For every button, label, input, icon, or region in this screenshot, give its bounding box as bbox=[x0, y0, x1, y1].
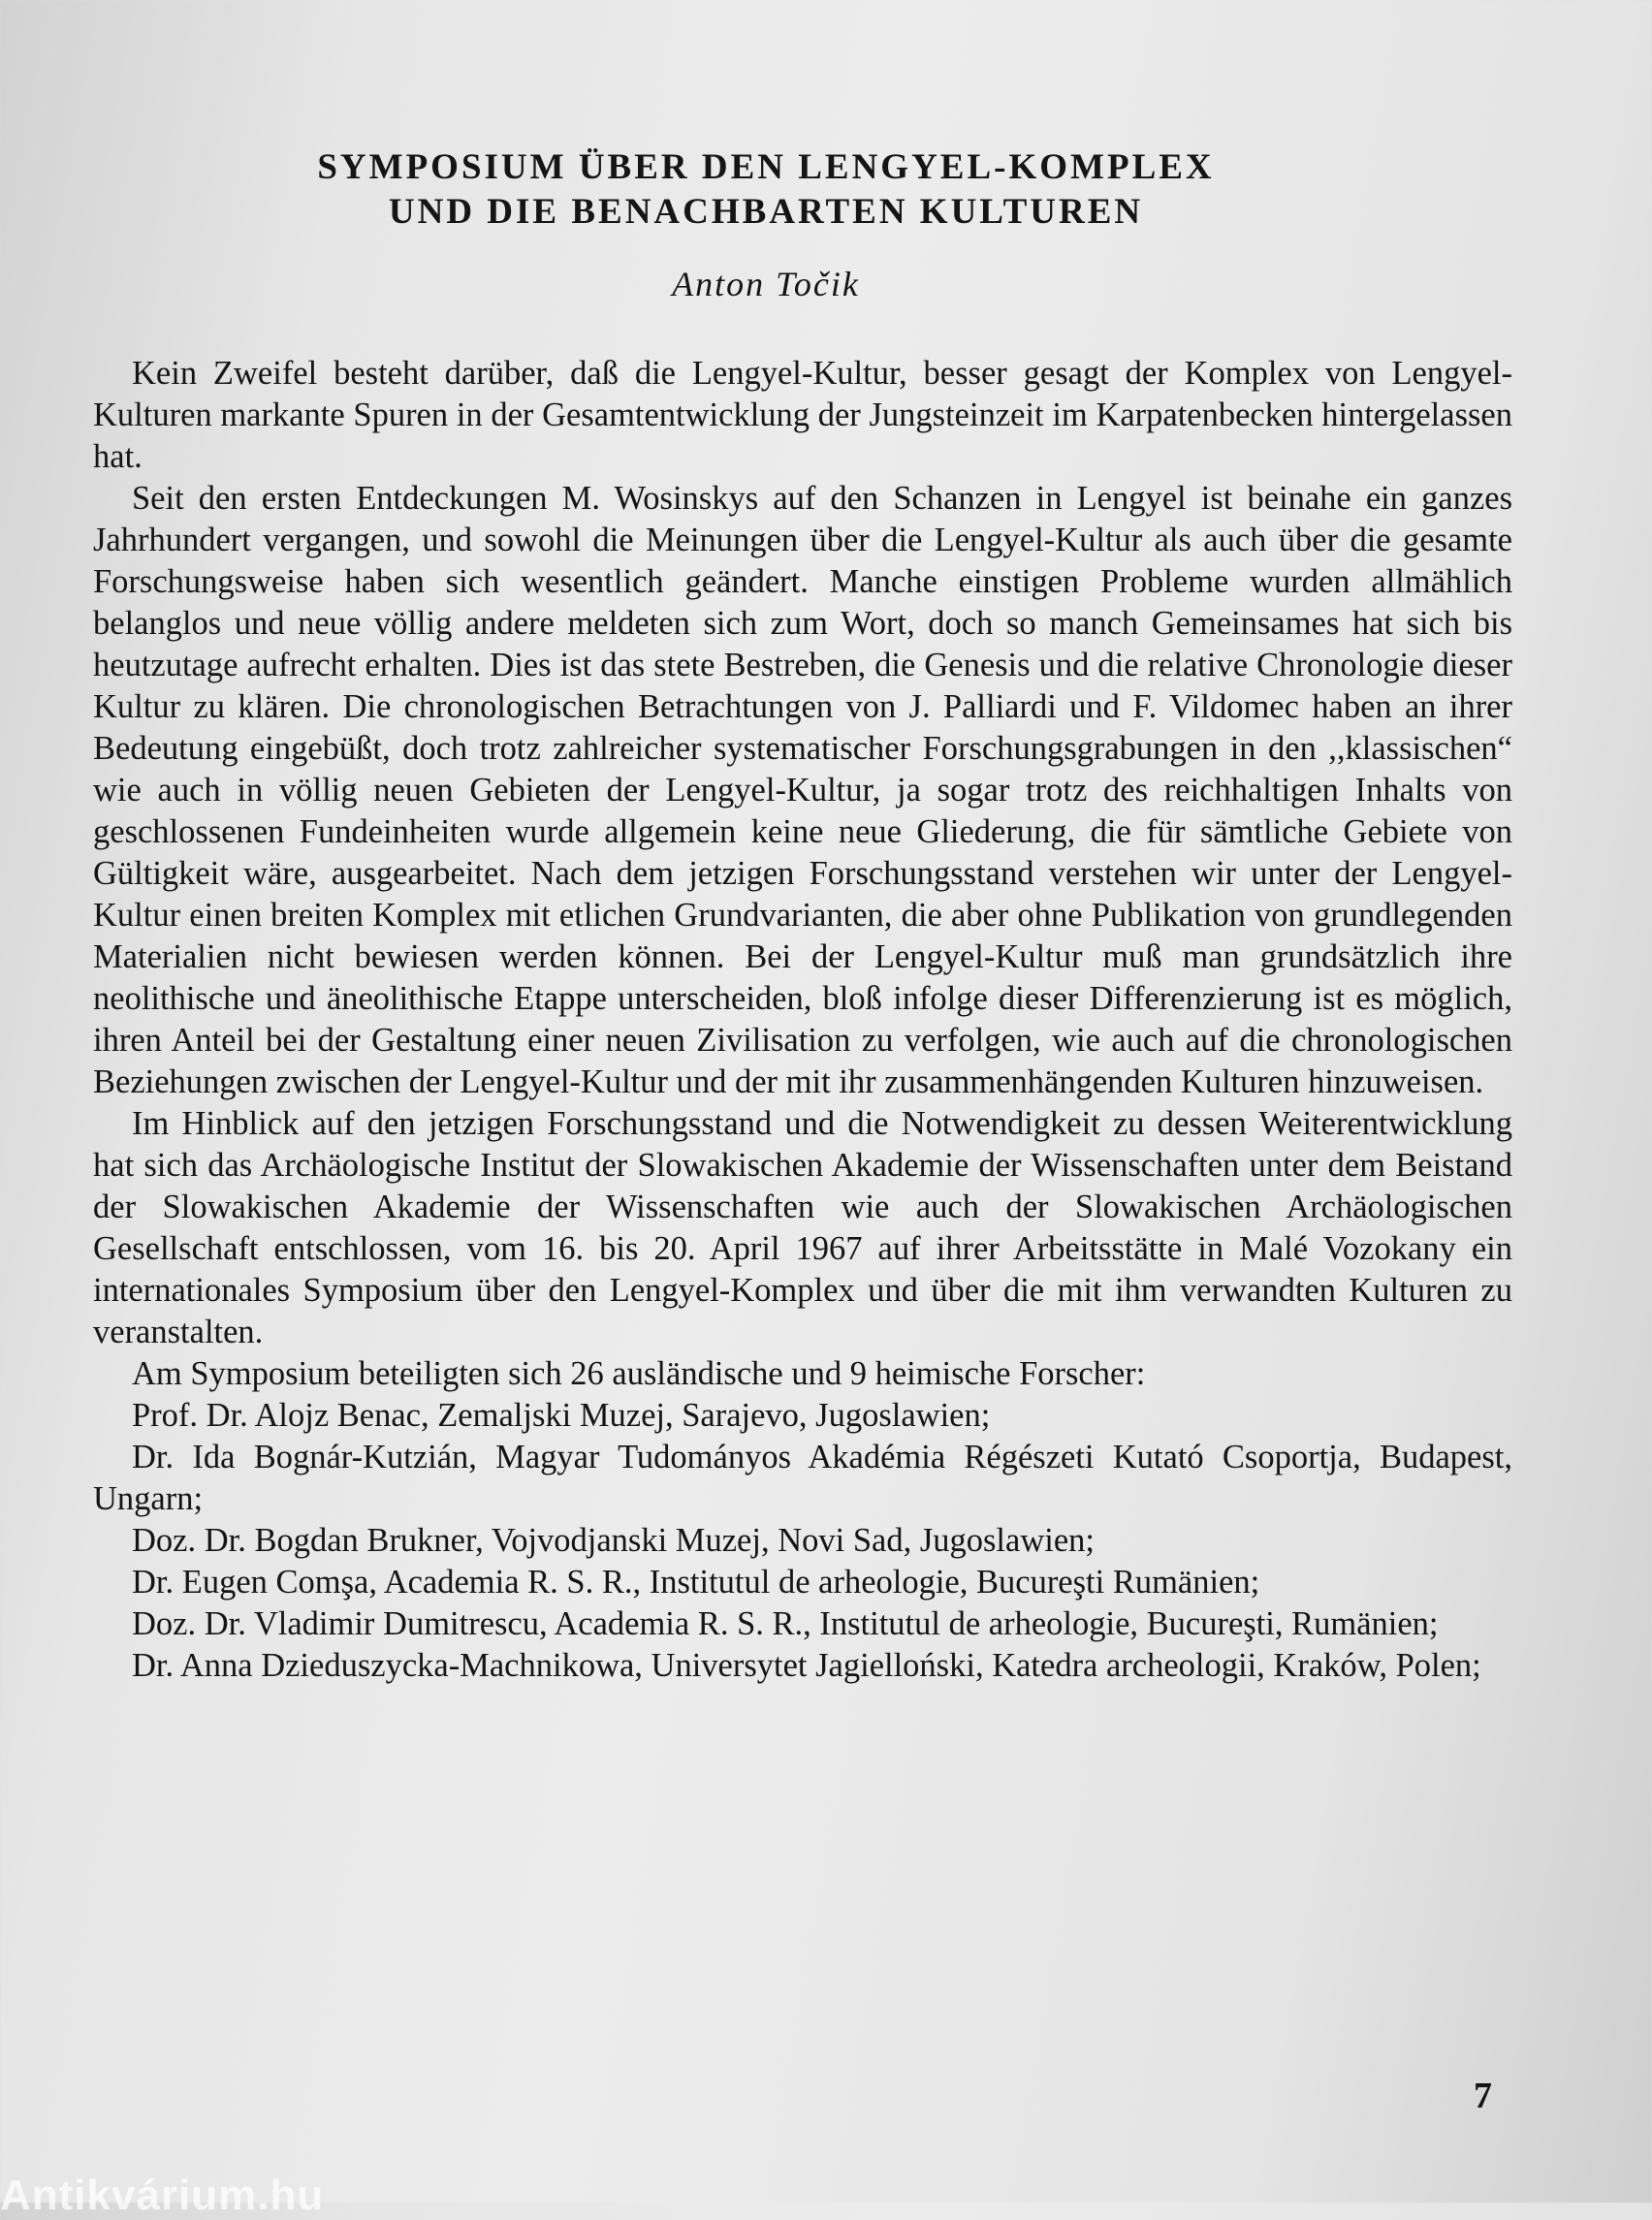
participant-entry: Doz. Dr. Vladimir Dumitrescu, Academia R. S. R., Institutul de arheologie, Bucureşti, Rumänien; bbox=[132, 1605, 1439, 1642]
paragraph-symposium: Im Hinblick auf den jetzigen Forschungsstand und die Notwendigkeit zu dessen Weiterentwicklung hat sich das Archäologische Institut der Slowakischen Akademie der Wissenschaften unter dem Beistand der Slowakischen Akademie der Wissenschaften wie auch der Slowakischen Archäologischen Gesellschaft entschlossen, vom 16. bis 20. April 1967 auf ihrer Arbeitsstätte in Malé Vozokany ein internationales Symposium über den Lengyel-Komplex und über die mit ihm verwandten Kulturen zu veranstalten. bbox=[93, 1105, 1512, 1350]
article-author: Anton Točik bbox=[672, 265, 860, 303]
article-title bbox=[194, 145, 1338, 235]
article-body bbox=[93, 353, 1512, 1687]
participant-entry: Prof. Dr. Alojz Benac, Zemaljski Muzej, Sarajevo, Jugoslawien; bbox=[132, 1397, 991, 1434]
article-title-line-1: SYMPOSIUM ÜBER DEN LENGYEL-KOMPLEX bbox=[317, 147, 1215, 187]
paragraph-history: Seit den ersten Entdeckungen M. Wosinskys auf den Schanzen in Lengyel ist beinahe ein ganzes Jahrhundert vergangen, und sowohl die Meinungen über die Lengyel-Kultur als auch über die gesamte Forschungsweise haben sich wesentlich geändert. Manche einstigen Probleme wurden allmählich belanglos und neue völlig andere meldeten sich zum Wort, doch so manch Gemeinsames hat sich bis heutzutage aufrecht erhalten. Dies ist das stete Bestreben, die Genesis und die relative Chronologie dieser Kultur zu klären. Die chronologischen Betrachtungen von J. Palliardi und F. Vildomec haben an ihrer Bedeutung eingebüßt, doch trotz zahlreicher systematischer Forschungsgrabungen in den ,,klassischen“ wie auch in völlig neuen Gebieten der Lengyel-Kultur, ja sogar trotz des reichhaltigen Inhalts von geschlossenen Fundeinheiten wurde allgemein keine neue Gliederung, die für sämtliche Gebiete von Gültigkeit wäre, ausgearbeitet. Nach dem jetzigen Forschungsstand verstehen wir unter der Lengyel-Kultur einen breiten Komplex mit etlichen Grundvarianten, die aber ohne Publikation von grundlegenden Materialien nicht bewiesen werden können. Bei der Lengyel-Kultur muß man grundsätzlich ihre neolithische und äneolithische Etappe unterscheiden, bloß infolge dieser Differenzierung ist es möglich, ihren Anteil bei der Gestaltung einer neuen Zivilisation zu verfolgen, wie auch auf die chronologischen Beziehungen zwischen der Lengyel-Kultur und der mit ihr zusammenhängenden Kulturen hinzuweisen. bbox=[93, 480, 1512, 1100]
participant-entry: Dr. Anna Dzieduszycka-Machnikowa, Universytet Jagielloński, Katedra archeologii, Kraków, Polen; bbox=[132, 1647, 1481, 1684]
participant-entry: Dr. Ida Bognár-Kutzián, Magyar Tudományos Akadémia Régészeti Kutató Csoportja, Budapest, Ungarn; bbox=[93, 1439, 1512, 1517]
page-number: 7 bbox=[1474, 2076, 1492, 2116]
participant-entry: Doz. Dr. Bogdan Brukner, Vojvodjanski Muzej, Novi Sad, Jugoslawien; bbox=[132, 1522, 1095, 1559]
watermark: Antikvárium.hu bbox=[0, 2172, 325, 2219]
participant-entry: Dr. Eugen Comşa, Academia R. S. R., Institutul de arheologie, Bucureşti Rumänien; bbox=[132, 1564, 1260, 1601]
paragraph-intro: Kein Zweifel besteht darüber, daß die Lengyel-Kultur, besser gesagt der Komplex von Lengyel-Kulturen markante Spuren in der Gesamtentwicklung der Jungsteinzeit im Karpatenbecken hintergelassen hat. bbox=[93, 355, 1512, 475]
paragraph-participants-intro: Am Symposium beteiligten sich 26 ausländische und 9 heimische Forscher: bbox=[132, 1355, 1146, 1392]
article-title-line-2: UND DIE BENACHBARTEN KULTUREN bbox=[388, 192, 1144, 232]
